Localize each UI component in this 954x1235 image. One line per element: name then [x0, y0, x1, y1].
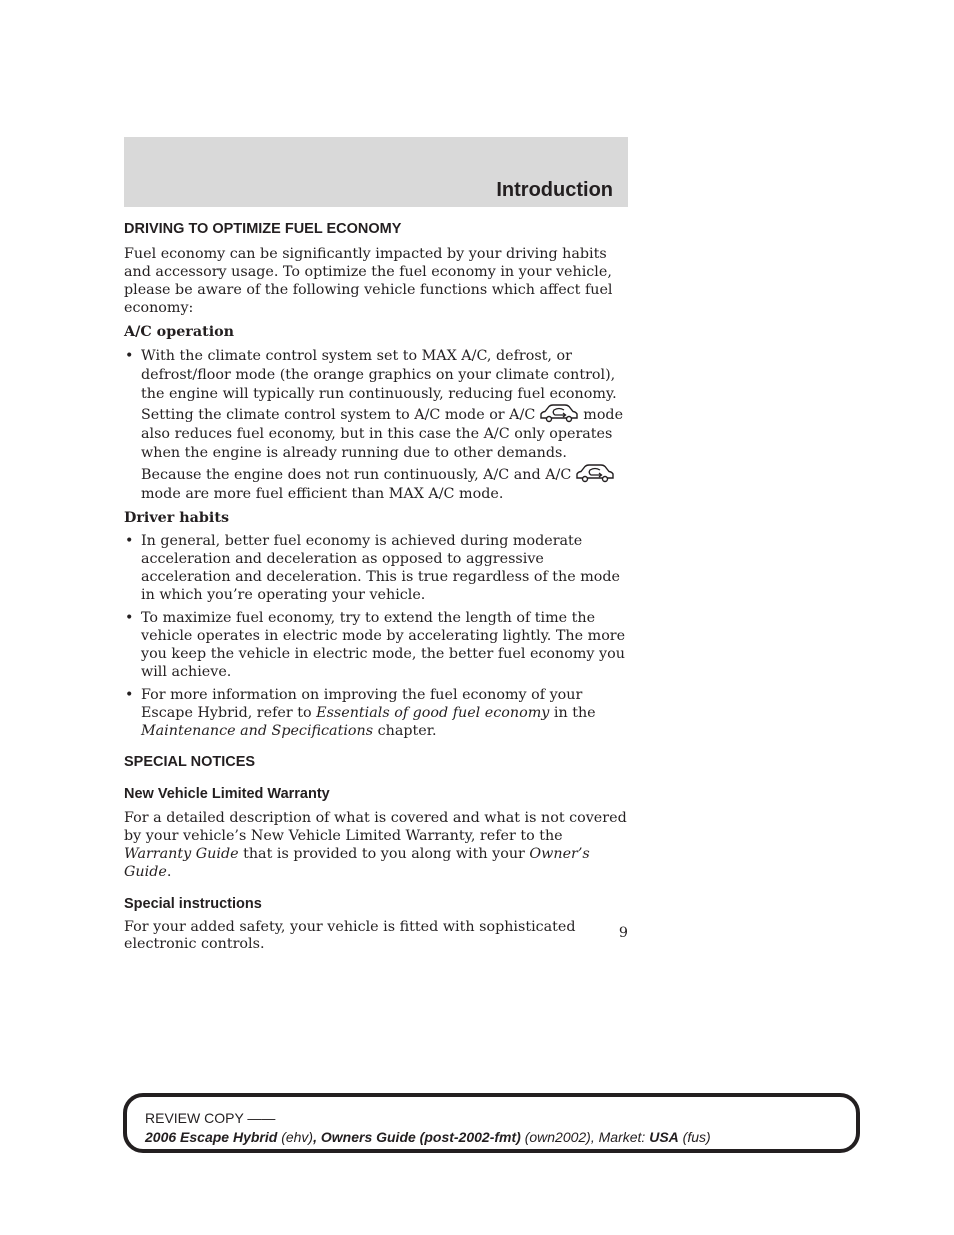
review-copy-text [145, 1109, 711, 1147]
warranty-guide-reference: Warranty Guide [124, 846, 239, 863]
page-number: 9 [618, 925, 628, 941]
guide-code: (own2002) [524, 1129, 591, 1145]
list-item [124, 347, 628, 503]
recirculation-car-icon [574, 463, 616, 483]
driver-bullet-list [124, 532, 628, 740]
chapter-reference: Maintenance and Specifications [141, 723, 374, 740]
ac-text-part1: With the climate control system set to MAX A/C, defrost, or defrost/floor mode (the orange graphics on your climate control), the engine will typically run continuously, reducing fuel economy. Setting the climate control system to A/C mode or A/C [141, 348, 617, 424]
page-content [124, 220, 628, 952]
warranty-text-a: For a detailed description of what is covered and what is not covered by your vehicle’s New Vehicle Limited Warranty, refer to the [124, 810, 627, 845]
intro-paragraph: Fuel economy can be significantly impacted by your driving habits and accessory usage. To optimize the fuel economy in your vehicle, please be aware of the following vehicle functions which affect fuel economy: [124, 246, 613, 316]
bullet3-text-c: chapter. [377, 723, 437, 740]
guide-name: Owners Guide (post-2002-fmt) [320, 1129, 521, 1145]
market-name: USA [649, 1129, 679, 1145]
market-label: , Market: [590, 1129, 646, 1145]
bullet3-text-b: in the [553, 705, 596, 722]
recirculation-car-icon [538, 403, 580, 423]
review-copy-details [145, 1128, 711, 1147]
vehicle-code: (ehv) [281, 1129, 314, 1145]
warranty-text-c: . [166, 864, 172, 881]
section-header-band [124, 137, 628, 207]
ac-bullet-list [124, 347, 628, 503]
warranty-text-b: that is provided to you along with your [243, 846, 525, 863]
fuel-economy-reference: Essentials of good fuel economy [316, 705, 550, 722]
ac-text-part2: mode also reduces fuel economy, but in this case the A/C only operates when the engine is already running due to other demands. Because the engine does not run continuously, A/C and A/C [141, 407, 624, 483]
bullet3-text-a: For more information on improving the fuel economy of your Escape Hybrid, refer to [141, 687, 583, 722]
vehicle-name: 2006 Escape Hybrid [145, 1129, 278, 1145]
list-item [124, 686, 628, 740]
subheading-special-instructions: Special instructions [124, 896, 262, 913]
subheading-warranty: New Vehicle Limited Warranty [124, 786, 330, 803]
instructions-paragraph: For your added safety, your vehicle is fitted with sophisticated electronic controls. [124, 919, 576, 952]
section-title: Introduction [496, 179, 613, 201]
list-item: • In general, better fuel economy is achieved during moderate acceleration and deceleration as opposed to aggressive acceleration and deceleration. This is true regardless of the mode in which you’re operating your vehicle. [124, 532, 628, 604]
review-copy-label: REVIEW COPY —— [145, 1110, 276, 1126]
heading-fuel-economy: DRIVING TO OPTIMIZE FUEL ECONOMY [124, 221, 402, 237]
warranty-paragraph [124, 809, 628, 881]
ac-text-part3: mode are more fuel efficient than MAX A/C mode. [141, 485, 504, 502]
separator: , [313, 1129, 317, 1145]
list-item: • To maximize fuel economy, try to extend the length of time the vehicle operates in electric mode by accelerating lightly. The more you keep the vehicle in electric mode, the better fuel economy you will achieve. [124, 609, 628, 681]
owners-guide-reference: Owner’s Guide [124, 846, 590, 881]
heading-special-notices: SPECIAL NOTICES [124, 754, 256, 771]
subheading-driver-habits: Driver habits [124, 510, 230, 527]
subheading-ac-operation: A/C operation [124, 324, 235, 340]
market-code: (fus) [682, 1129, 711, 1145]
review-copy-box [123, 1093, 860, 1153]
